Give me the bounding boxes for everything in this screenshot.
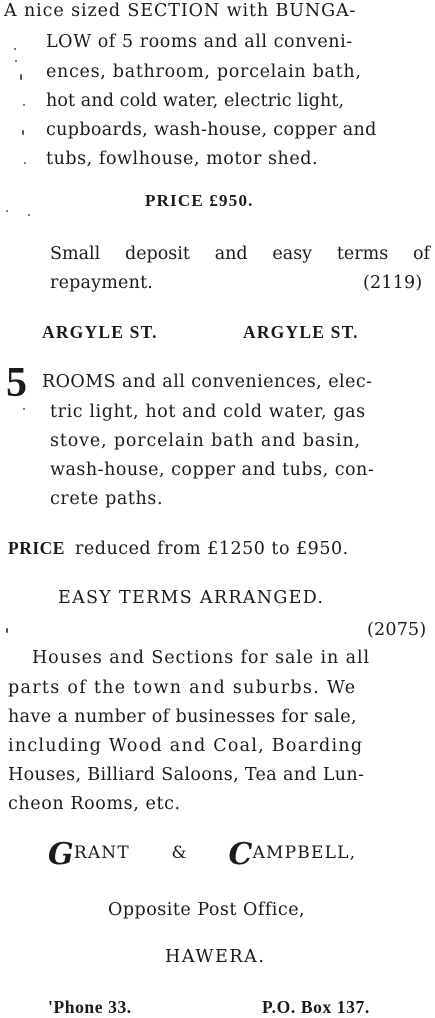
listing2-terms: EASY TERMS ARRANGED. (58, 588, 325, 608)
general-line-2: parts of the town and suburbs. We (8, 678, 357, 698)
price-text: reduced from £1250 to £950. (75, 539, 349, 559)
general-line-4: including Wood and Coal, Boarding (8, 736, 364, 756)
firm-initial-g: G (48, 837, 74, 872)
firm-po-box: P.O. Box 137. (262, 997, 370, 1017)
listing1-terms-line-2: repayment. (50, 273, 154, 293)
terms-word: easy (272, 244, 313, 264)
general-line-3: have a number of businesses for sale, (8, 707, 357, 727)
terms-word: and (214, 244, 248, 264)
terms-word: terms (336, 244, 389, 264)
listing2-line-5: crete paths. (50, 489, 164, 509)
listing1-terms-line-1 (50, 243, 430, 265)
firm-address: Opposite Post Office, (108, 900, 306, 920)
firm-phone: 'Phone 33. (48, 997, 132, 1017)
listing2-line-3: stove, porcelain bath and basin, (50, 431, 361, 451)
listing2-line-1: ROOMS and all conveniences, elec- (42, 372, 373, 392)
firm-ampersand: & (171, 843, 187, 863)
listing2-price-line (8, 537, 349, 560)
listing1-line-4: hot and cold water, electric light, (46, 91, 345, 111)
terms-word: of (412, 244, 430, 264)
listing2-heading-left: ARGYLE ST. (42, 322, 158, 342)
general-line-5: Houses, Billiard Saloons, Tea and Lun- (8, 765, 365, 785)
listing1-line-1: A nice sized SECTION with BUNGA- (4, 1, 357, 21)
firm-name-part-1: RANT (73, 843, 130, 863)
listing1-price: PRICE £950. (145, 191, 254, 210)
listing1-line-5: cupboards, wash-house, copper and (46, 120, 377, 140)
firm-name (48, 837, 357, 872)
listing1-line-3: ences, bathroom, porcelain bath, (46, 62, 362, 82)
firm-town: HAWERA. (165, 947, 266, 967)
listing2-heading-right: ARGYLE ST. (243, 322, 359, 342)
firm-name-part-2: AMPBELL, (252, 843, 357, 863)
listing2-line-4: wash-house, copper and tubs, con- (50, 460, 375, 480)
terms-word: deposit (125, 244, 190, 264)
listing2-reference: (2075) (367, 620, 427, 640)
terms-word: Small (50, 244, 101, 264)
listing1-line-2: LOW of 5 rooms and all conveni- (46, 32, 353, 52)
general-line-1: Houses and Sections for sale in all (32, 648, 370, 668)
listing1-line-6: tubs, fowlhouse, motor shed. (46, 149, 319, 169)
listing1-reference: (2119) (363, 273, 423, 293)
listing2-line-2: tric light, hot and cold water, gas (50, 402, 366, 422)
listing2-dropcap: 5 (6, 360, 27, 406)
general-line-6: cheon Rooms, etc. (8, 794, 181, 814)
firm-initial-c: C (228, 837, 253, 872)
price-label: PRICE (8, 538, 65, 558)
